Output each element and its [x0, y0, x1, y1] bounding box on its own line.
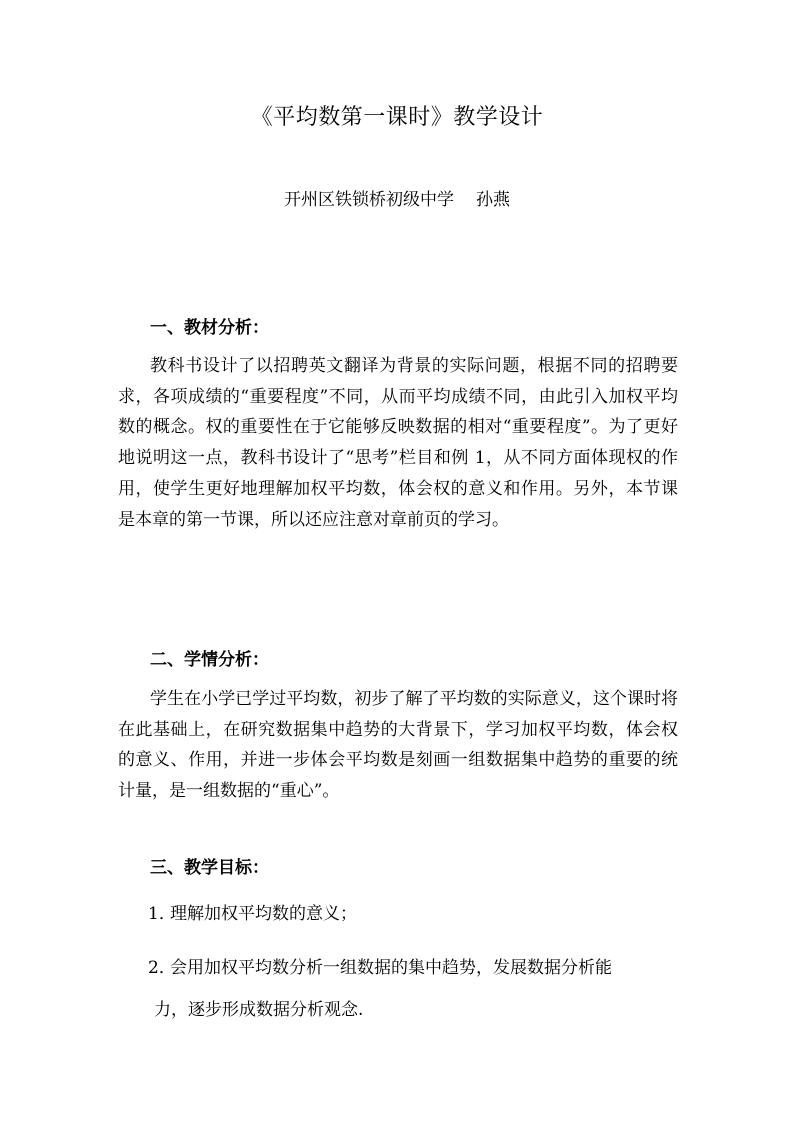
document-title: 《平均数第一课时》教学设计 — [250, 105, 544, 130]
author-name: 孙燕 — [476, 190, 510, 210]
goal-item-number: 1． — [148, 904, 176, 924]
section-heading-textbook-analysis: 一、教材分析： — [150, 318, 269, 338]
section-paragraph-student-analysis: 学生在小学已学过平均数，初步了解了平均数的实际意义，这个课时将在此基础上，在研究数据集中趋势的大背景下，学习加权平均数，体会权的意义、作用，并进一步体会平均数是刻画一组数据集中趋势的重要的统计量，是一组数据的“重心”。 — [118, 689, 678, 801]
goal-item — [148, 893, 688, 935]
section-heading-student-analysis: 二、学情分析： — [150, 650, 269, 670]
section-heading-teaching-goals: 三、教学目标： — [150, 858, 269, 878]
goal-item-number: 2． — [148, 958, 176, 978]
author-school: 开州区铁锁桥初级中学 — [284, 190, 454, 210]
goal-item-text: 会用加权平均数分析一组数据的集中趋势，发展数据分析能 — [170, 958, 612, 978]
goal-item — [148, 947, 688, 1031]
author-line — [0, 188, 794, 212]
goal-item-text: 理解加权平均数的意义； — [170, 904, 357, 924]
goal-item-continuation: 力，逐步形成数据分析观念. — [154, 1000, 364, 1020]
section-paragraph-textbook-analysis: 教科书设计了以招聘英文翻译为背景的实际问题，根据不同的招聘要求，各项成绩的“重要程度”不同，从而平均成绩不同，由此引入加权平均数的概念。权的重要性在于它能够反映数据的相对“重要程度”。为了更好地说明这一点，教科书设计了“思考”栏目和例 1，从不同方面体现权的作用，使学生更好地理解加权平均数，体会权的意义和作用。另外，本节课是本章的第一节课，所以还应注意对章前页的学习。 — [118, 356, 678, 530]
